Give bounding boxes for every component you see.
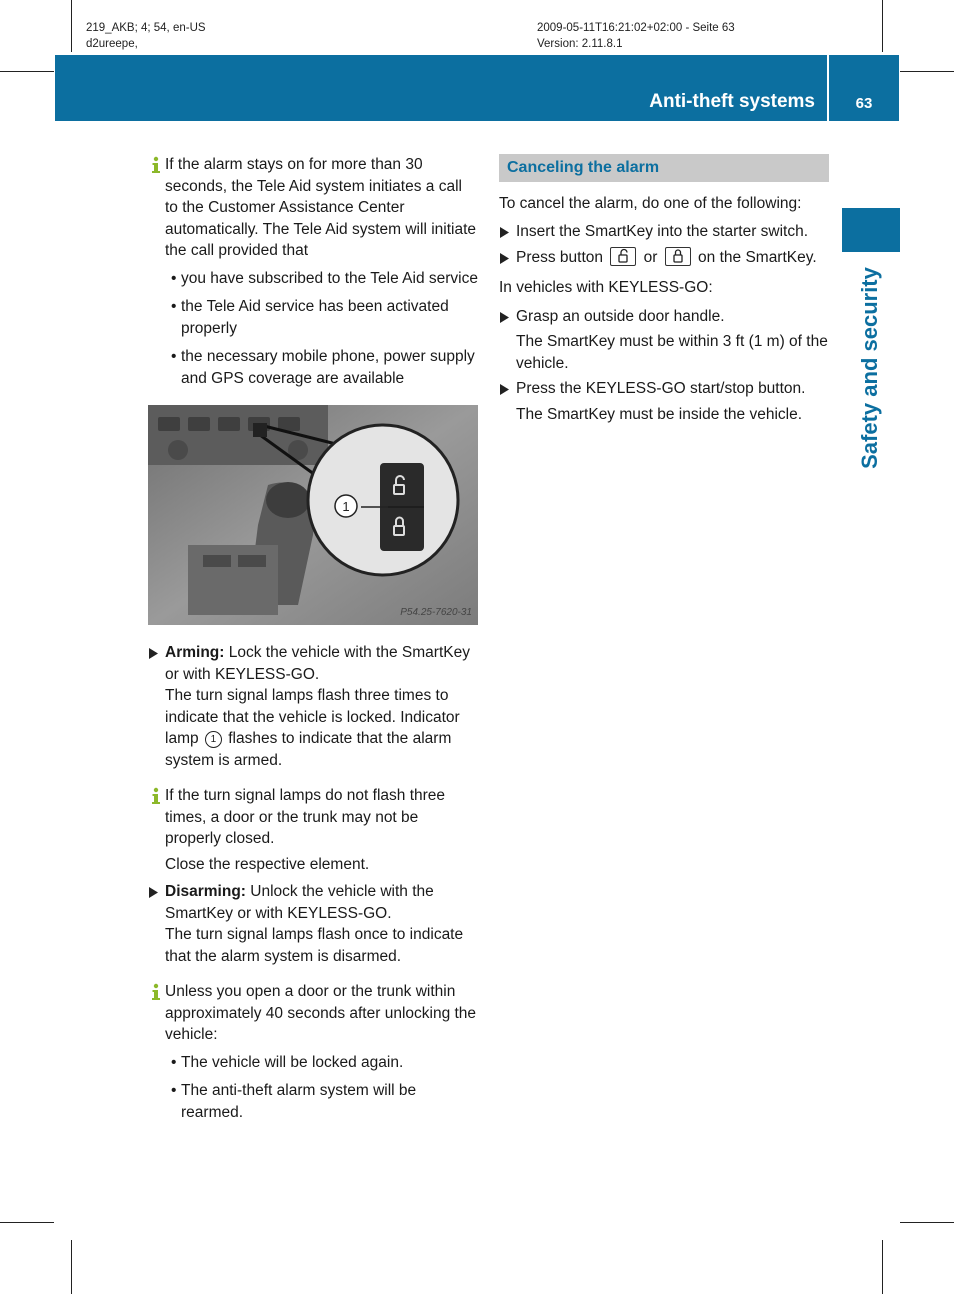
list-item: • The anti-theft alarm system will be rearmed. [165,1080,478,1123]
arming-detail: The turn signal lamps flash three times to indicate that the vehicle is locked. Indicator lamp [165,687,460,747]
disarming-step [148,881,478,967]
info-note [148,154,478,389]
print-meta-left [86,20,206,52]
chapter-tab [842,208,900,252]
step-arrow-icon [149,648,158,659]
crop-mark [900,1222,954,1223]
crop-mark [882,0,883,52]
page-number: 63 [855,95,873,112]
right-column [499,154,829,429]
note-text: Unless you open a door or the trunk within approximately 40 seconds after unlocking the vehicle: [165,983,477,1043]
crop-mark [71,1240,72,1294]
subsection-heading: Canceling the alarm [499,154,829,182]
step-text: on the SmartKey. [693,248,817,266]
step-text: Press button [516,248,608,266]
note-text: If the turn signal lamps do not flash three times, a door or the trunk may not be properly closed. [165,787,446,847]
crop-mark [71,0,72,52]
keyless-step [499,378,829,400]
page-number-box [829,55,899,121]
callout-number: 1 [342,499,350,514]
list-item: • you have subscribed to the Tele Aid service [165,268,478,290]
info-icon [148,156,164,174]
note-extra: Close the respective element. [165,855,370,873]
figure-code: P54.25-7620-31 [400,606,472,618]
arming-detail: flashes to indicate that the alarm system is armed. [165,730,452,769]
disarming-label: Disarming: [165,883,246,900]
info-icon [148,787,164,805]
meta-line: d2ureepe, [86,38,138,50]
step-arrow-icon [500,253,509,264]
header-bar [55,55,827,121]
disarming-detail: The turn signal lamps flash once to indicate that the alarm system is disarmed. [165,926,464,965]
left-column [148,154,478,1130]
unlock-button-icon [610,247,636,266]
center-console-photo [148,405,478,625]
bullet-list [165,268,478,390]
meta-line: 219_AKB; 4; 54, en-US [86,22,206,34]
arming-step [148,642,478,771]
section-title: Anti-theft systems [649,91,815,112]
info-note [148,981,478,1123]
step-note: The SmartKey must be within 3 ft (1 m) of the vehicle. [516,333,828,372]
bullet-list [165,1052,478,1124]
arming-text: Lock the vehicle with the SmartKey or with KEYLESS-GO. [165,644,470,683]
list-item: • the necessary mobile phone, power supply and GPS coverage are available [165,346,478,389]
note-text: If the alarm stays on for more than 30 seconds, the Tele Aid system initiates a call to the Customer Assistance Center automatically. The Tele Aid system will initiate the call provided that [165,156,476,259]
lock-button-icon [665,247,691,266]
arming-label: Arming: [165,644,225,661]
intro-text: To cancel the alarm, do one of the following: [499,194,802,212]
step-arrow-icon [500,312,509,323]
info-icon [148,983,164,1001]
list-item: • The vehicle will be locked again. [165,1052,478,1074]
step-arrow-icon [500,227,509,238]
step-text: Press the KEYLESS-GO start/stop button. [516,380,806,397]
step-text: Grasp an outside door handle. [516,307,725,325]
step-note: The SmartKey must be inside the vehicle. [516,405,803,423]
crop-mark [900,71,954,72]
meta-line: Version: 2.11.8.1 [537,38,623,50]
crop-mark [0,1222,54,1223]
crop-mark [882,1240,883,1294]
step-arrow-icon [500,384,509,395]
reference-marker: 1 [205,731,222,748]
step-arrow-icon [149,887,158,898]
cancel-step [499,221,829,243]
keyless-step [499,306,829,328]
print-meta-right [537,20,735,52]
console-illustration [148,405,478,625]
list-item: • the Tele Aid service has been activated properly [165,296,478,339]
step-text: Insert the SmartKey into the starter switch. [516,223,809,240]
crop-mark [0,71,54,72]
info-note [148,785,478,875]
disarming-text: Unlock the vehicle with the SmartKey or with KEYLESS-GO. [165,883,434,922]
chapter-label: Safety and security [857,267,882,469]
meta-line: 2009-05-11T16:21:02+02:00 - Seite 63 [537,22,735,34]
step-text: or [639,248,662,266]
keyless-intro: In vehicles with KEYLESS-GO: [499,279,713,296]
cancel-step [499,247,829,269]
